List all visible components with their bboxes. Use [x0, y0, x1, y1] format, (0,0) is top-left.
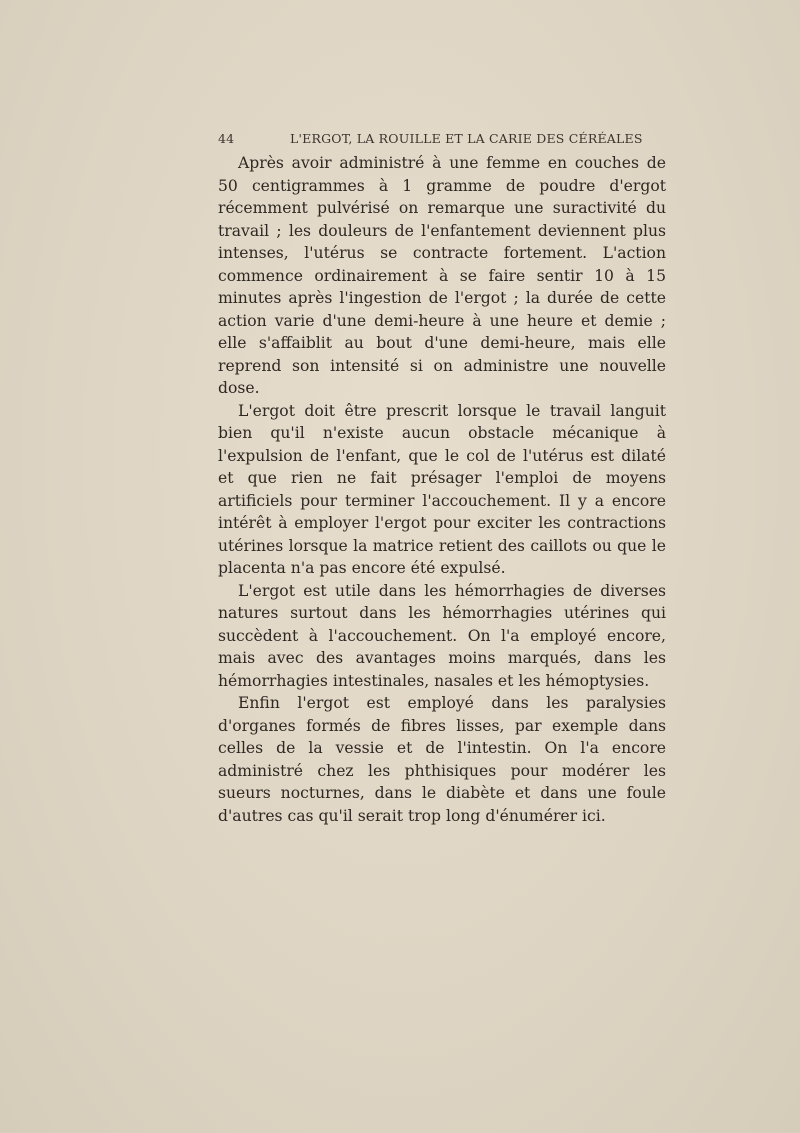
paragraph-ergot-indications: L'ergot doit être prescrit lorsque le travail languit bien qu'il n'existe aucun obstacle mécanique à l'expulsion de l'enfant, que le col de l'utérus est dilaté et que rien ne fait présager l'emploi de moyens artificiels pour terminer l'accouchement. Il y a encore intérêt à employer l'ergot pour exciter les contractions utérines lorsque la matrice retient des caillots ou que le placenta n'a pas encore été expulsé. [218, 401, 666, 577]
body-text [218, 152, 666, 827]
running-head [218, 131, 643, 151]
paragraph-ergot-other-uses: Enfin l'ergot est employé dans les paralysies d'organes formés de fibres lisses, par exemple dans celles de la vessie et de l'intestin. On l'a encore administré chez les phthisiques pour modérer les sueurs nocturnes, dans le diabète et dans une foule d'autres cas qu'il serait trop long d'énumérer ici. [218, 694, 666, 825]
paragraph-ergot-hemorrhages: L'ergot est utile dans les hémorrhagies de diverses natures surtout dans les hémorrhagies utérines qui succèdent à l'accouchement. On l'a employé encore, mais avec des avantages moins marqués, dans les hémorrhagies intestinales, nasales et les hémoptysies. [218, 581, 666, 690]
paragraph-ergot-effects: Après avoir administré à une femme en couches de 50 centigrammes à 1 gramme de poudre d'ergot récemment pulvérisé on remarque une suractivité du travail ; les douleurs de l'enfantement deviennent plus intenses, l'utérus se contracte fortement. L'action commence ordinairement à se faire sentir 10 à 15 minutes après l'ingestion de l'ergot ; la durée de cette action varie d'une demi-heure à une heure et demie ; elle s'affaiblit au bout d'une demi-heure, mais elle reprend son intensité si on administre une nouvelle dose. [218, 154, 666, 397]
running-title: L'ERGOT, LA ROUILLE ET LA CARIE DES CÉRÉALES [290, 131, 643, 146]
page-number: 44 [218, 131, 235, 146]
